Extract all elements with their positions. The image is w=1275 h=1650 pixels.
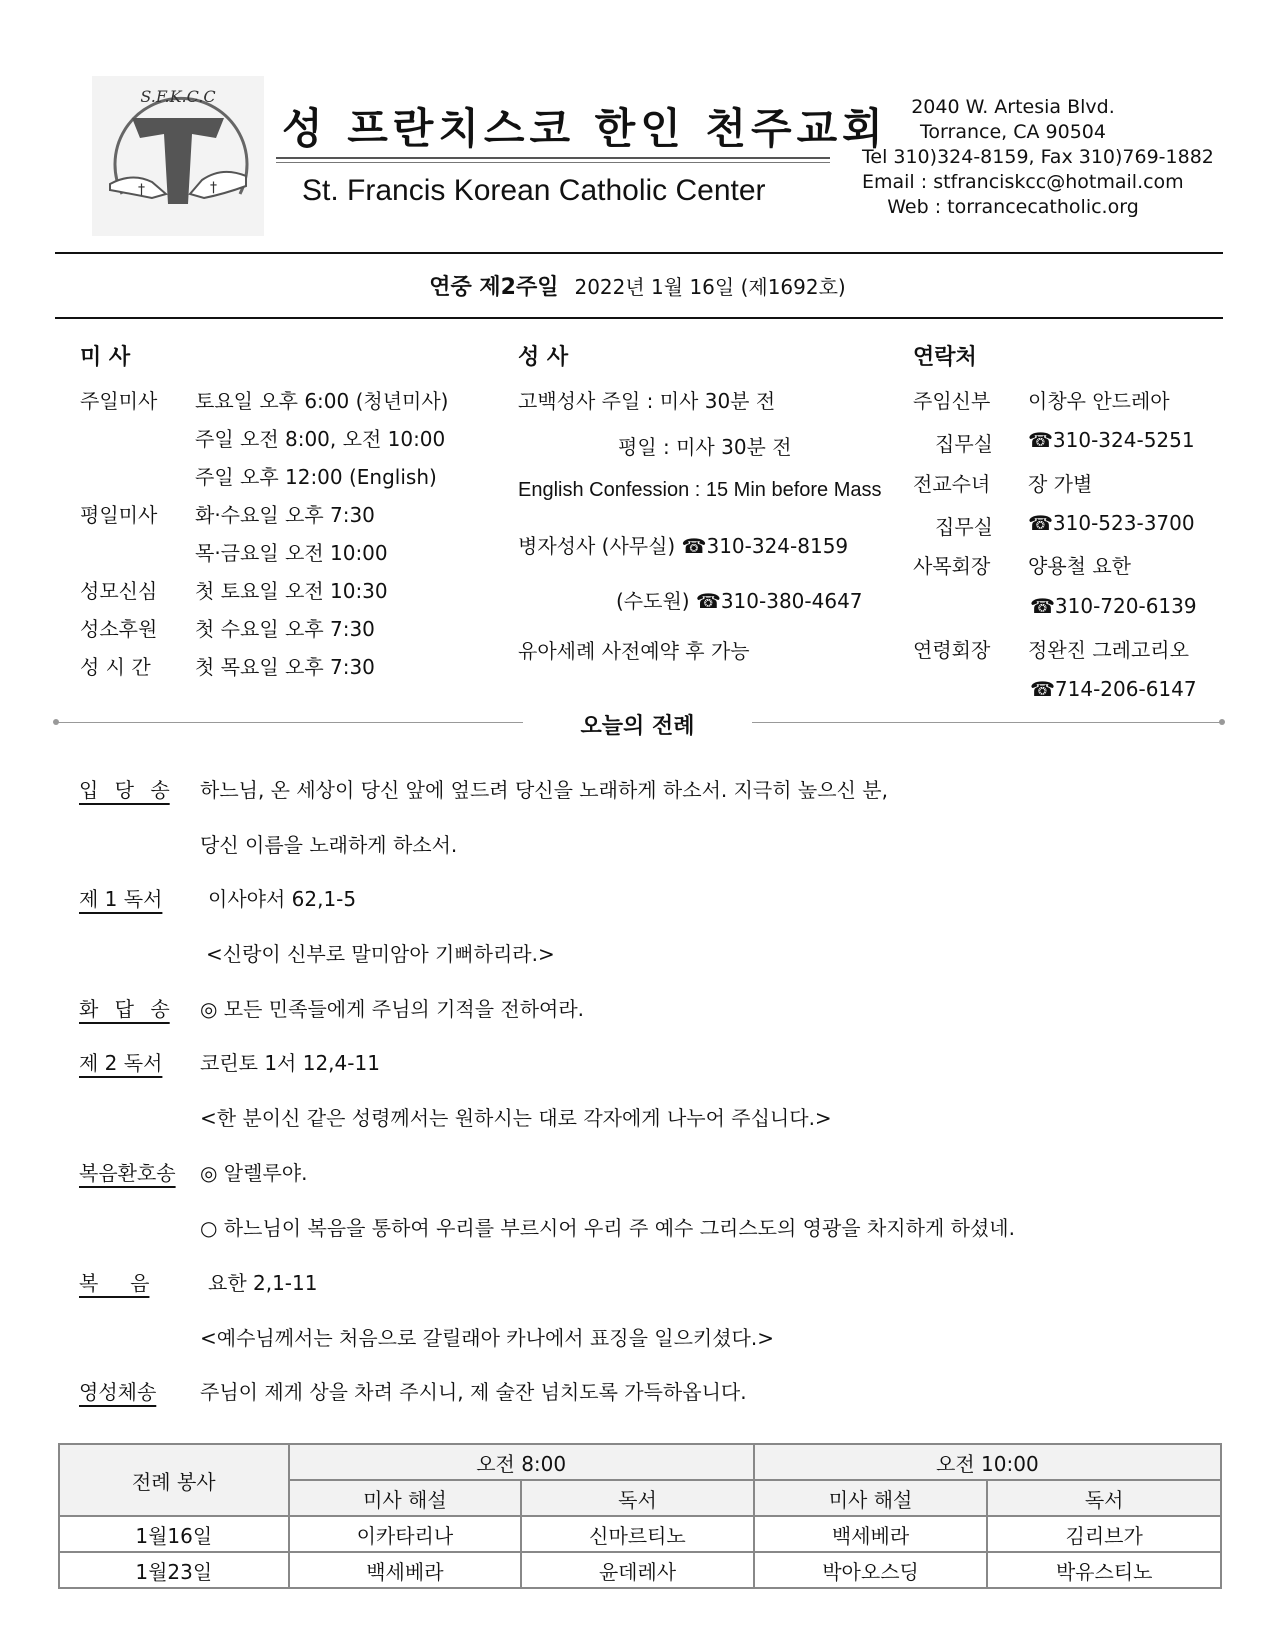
title-divider [276,157,830,159]
mass-label: 평일미사 [80,503,158,527]
contact-phone: ☎310-720-6139 [1030,594,1197,618]
service-person: 박유스티노 [987,1552,1221,1588]
week-banner [0,270,1275,301]
table-corner: 전례 봉사 [59,1444,289,1516]
service-person: 이카타리나 [289,1516,522,1552]
service-person: 김리브가 [987,1516,1221,1552]
svg-text:†: † [138,182,145,198]
liturgy-heading: 오늘의 전례 [580,714,695,739]
liturgy-label: 화 답 송 [79,997,170,1021]
mass-time: 주일 오전 8:00, 오전 10:00 [195,427,446,451]
table-row [59,1552,1221,1588]
role-header: 미사 해설 [754,1480,988,1516]
address-line: Torrance, CA 90504 [920,121,1106,143]
infant-baptism: 유아세례 사전예약 후 가능 [518,639,750,663]
role-header: 미사 해설 [289,1480,522,1516]
anointing-office: 병자성사 (사무실) ☎310-324-8159 [518,534,849,558]
liturgy-text: ○ 하느님이 복음을 통하여 우리를 부르시어 우리 주 예수 그리스도의 영광을 차지하게 하셨네. [200,1216,1015,1240]
sacrament-heading: 성 사 [518,345,569,370]
liturgy-label: 복 음 [79,1271,150,1295]
table-row [59,1516,1221,1552]
divider [55,252,1223,254]
mass-time: 주일 오후 12:00 (English) [195,465,437,489]
contact-phone: ☎310-324-5251 [1028,428,1195,452]
website: Web : torrancecatholic.org [887,196,1139,218]
contact-role: 전교수녀 [913,472,991,496]
contact-role: 집무실 [935,432,993,456]
liturgy-text: 주님이 제게 상을 차려 주시니, 제 술잔 넘치도록 가득하옵니다. [200,1380,747,1404]
liturgy-label: 입 당 송 [79,778,170,802]
title-divider [276,162,830,163]
liturgy-label: 제 2 독서 [79,1051,163,1075]
contact-address [862,95,1214,220]
confession-weekday: 평일 : 미사 30분 전 [618,435,792,459]
liturgy-label: 복음환호송 [79,1161,176,1185]
liturgy-text: 당신 이름을 노래하게 하소서. [200,833,458,857]
contact-name: 정완진 그레고리오 [1028,638,1189,662]
mass-time-header: 오전 8:00 [289,1444,754,1480]
divider [55,317,1223,319]
mass-time: 첫 수요일 오후 7:30 [195,617,375,641]
service-schedule-table [58,1443,1222,1589]
mass-label: 주일미사 [80,389,158,413]
service-person: 윤데레사 [521,1552,754,1588]
role-header: 독서 [521,1480,754,1516]
mass-label: 성소후원 [80,617,158,641]
reading-summary: <한 분이신 같은 성령께서는 원하시는 대로 각자에게 나누어 주십니다.> [200,1106,832,1130]
contact-name: 이창우 안드레아 [1028,389,1170,413]
service-person: 백세베라 [754,1516,988,1552]
liturgy-label: 영성체송 [79,1380,157,1404]
scripture-reference: 이사야서 62,1-5 [208,887,357,911]
confession-sunday: 고백성사 주일 : 미사 30분 전 [518,389,776,413]
service-date: 1월16일 [59,1516,289,1552]
contact-role: 연령회장 [913,638,991,662]
church-logo [92,76,264,236]
mass-time: 화·수요일 오후 7:30 [195,503,375,527]
service-person: 박아오스딩 [754,1552,988,1588]
service-person: 백세베라 [289,1552,522,1588]
mass-time: 토요일 오후 6:00 (청년미사) [195,389,449,413]
svg-text:†: † [210,180,217,196]
service-person: 신마르티노 [521,1516,754,1552]
church-title-korean: 성 프란치스코 한인 천주교회 [282,104,888,153]
contact-name: 장 가별 [1028,472,1093,496]
role-header: 독서 [987,1480,1221,1516]
scripture-reference: 코린토 1서 12,4-11 [200,1051,380,1075]
contact-phone: ☎714-206-6147 [1030,677,1197,701]
reading-summary: <예수님께서는 처음으로 갈릴래아 카나에서 표징을 일으키셨다.> [200,1326,774,1350]
liturgy-text: 하느님, 온 세상이 당신 앞에 엎드려 당신을 노래하게 하소서. 지극히 높으신 분, [200,778,888,802]
reading-summary: <신랑이 신부로 말미암아 기뻐하리라.> [206,942,555,966]
liturgy-text: ◎ 알렐루야. [200,1161,308,1185]
mass-heading: 미 사 [80,345,131,370]
contact-name: 양용철 요한 [1028,554,1131,578]
logo-text: S.F.K.C.C [140,87,216,106]
scripture-reference: 요한 2,1-11 [208,1271,318,1295]
email: Email : stfranciskcc@hotmail.com [862,171,1184,193]
contact-role: 사목회장 [913,554,991,578]
mass-label: 성모신심 [80,579,158,603]
contact-heading: 연락처 [913,345,977,370]
contact-phone: ☎310-523-3700 [1028,511,1195,535]
service-date: 1월23일 [59,1552,289,1588]
church-title-english: St. Francis Korean Catholic Center [302,174,766,207]
mass-time-header: 오전 10:00 [754,1444,1221,1480]
anointing-monastery: (수도원) ☎310-380-4647 [616,589,863,613]
contact-role: 주임신부 [913,389,991,413]
mass-label: 성 시 간 [80,655,151,679]
contact-role: 집무실 [935,515,993,539]
phone-fax: Tel 310)324-8159, Fax 310)769-1882 [862,146,1214,168]
liturgy-text: ◎ 모든 민족들에게 주님의 기적을 전하여라. [200,997,585,1021]
mass-time: 목·금요일 오전 10:00 [195,541,388,565]
english-confession: English Confession : 15 Min before Mass [518,479,882,501]
mass-time: 첫 목요일 오후 7:30 [195,655,375,679]
address-line: 2040 W. Artesia Blvd. [911,96,1115,118]
liturgical-week: 연중 제2주일 [429,275,559,300]
issue-date: 2022년 1월 16일 (제1692호) [574,275,846,299]
mass-time: 첫 토요일 오전 10:30 [195,579,388,603]
liturgy-label: 제 1 독서 [79,887,163,911]
